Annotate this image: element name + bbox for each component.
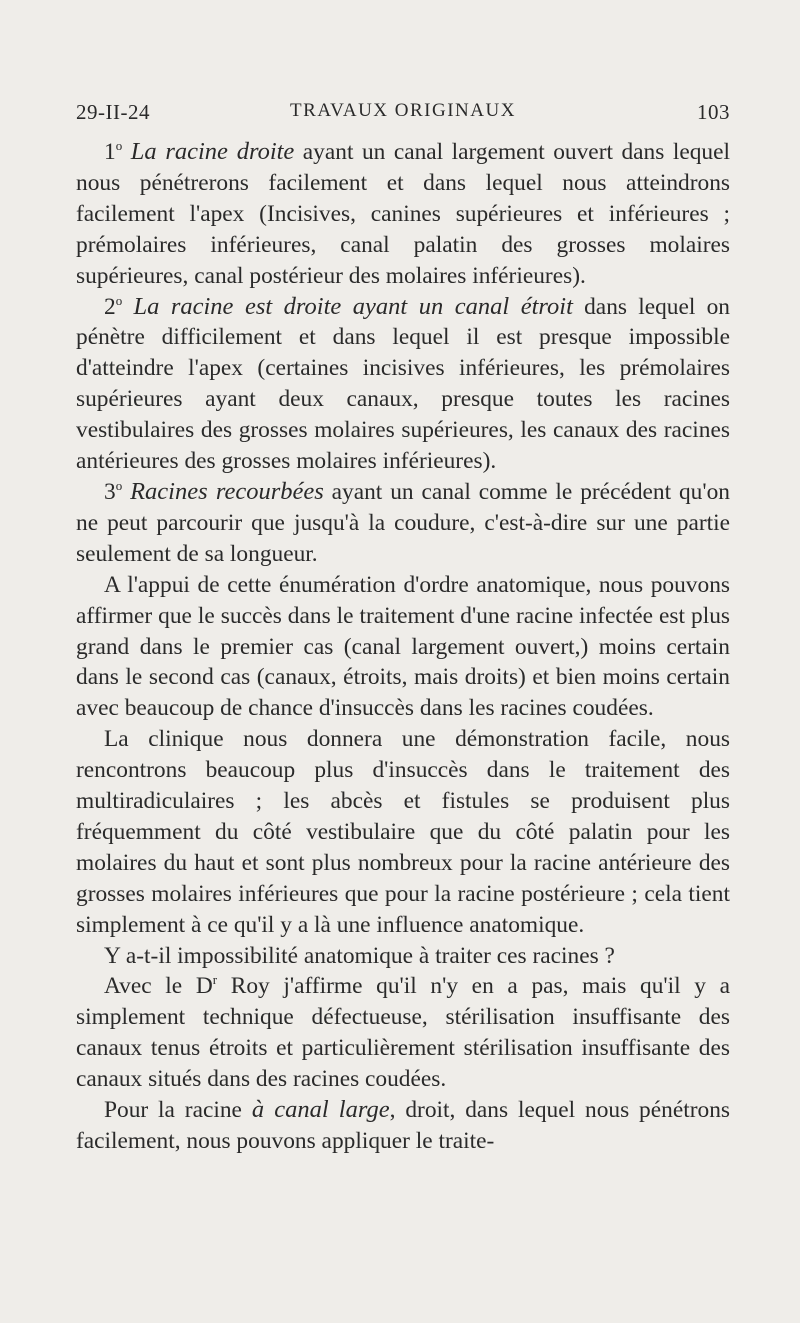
paragraph-appui: A l'appui de cette énumération d'ordre anatomique, nous pouvons affirmer que le succès dans le traitement d'une racine infectée est plus grand dans le premier cas (canal largement ouvert,) moins certain dans le second cas (canaux, étroits, mais droits) et bien moins certain avec beaucoup de chance d'insuccès dans les racines coudées. <box>76 571 730 722</box>
paragraph-roy: Avec le $D^r$ Roy j'affirme qu'il n'y en a pas, mais qu'il y a simplement technique défectueuse, stérilisation insuffisante des canaux tenus étroits et particulièrement stérilisation insuffisante des canaux situés dans des racines coudées. <box>76 972 730 1093</box>
body-text <box>76 137 730 1157</box>
paragraph-question: Y a-t-il impossibilité anatomique à traiter ces racines ? <box>104 942 615 969</box>
paragraph-canal-large: Pour la racine à canal large, droit, dans lequel nous pénétrons facilement, nous pouvons appliquer le traite- <box>76 1096 730 1154</box>
paragraph-item-3: 3$^o$ Racines recourbées ayant un canal comme le précédent qu'on ne peut parcourir que jusqu'à la coudure, c'est-à-dire sur une partie seulement de sa longueur. <box>76 477 730 567</box>
running-header <box>76 100 730 128</box>
header-date: 29-II-24 <box>76 100 150 124</box>
paragraph-clinique: La clinique nous donnera une démonstration facile, nous rencontrons beaucoup plus d'insuccès dans le traitement des multiradiculaires ; les abcès et fistules se produisent plus fréquemment du côté vestibulaire que du côté palatin pour les molaires du haut et sont plus nombreux pour la racine antérieure des grosses molaires inférieures que pour la racine postérieure ; cela tient simplement à ce qu'il y a là une influence anatomique. <box>76 726 730 938</box>
paragraph-item-2: 2$^o$ La racine est droite ayant un canal étroit dans lequel on pénètre difficilement et dans lequel il est presque impossible d'atteindre l'apex (certaines incisives inférieures, les prémolaires supérieures ayant deux canaux, presque toutes les racines vestibulaires des grosses molaires supérieures, les canaux des racines antérieures des grosses molaires inférieures). <box>76 292 730 475</box>
paragraph-item-1: 1$^o$ La racine droite ayant un canal largement ouvert dans lequel nous pénétrerons facilement et dans lequel nous atteindrons facilement l'apex (Incisives, canines supérieures et inférieures ; prémolaires inférieures, canal palatin des grosses molaires supérieures, canal postérieur des molaires inférieures). <box>76 138 730 289</box>
page-number: 103 <box>697 100 730 124</box>
item-heading: Racines recourbées <box>130 477 324 505</box>
running-title: TRAVAUX ORIGINAUX <box>290 100 516 121</box>
item-heading: La racine droite <box>130 138 295 165</box>
item-heading: La racine est droite ayant un canal étroit <box>133 292 573 320</box>
